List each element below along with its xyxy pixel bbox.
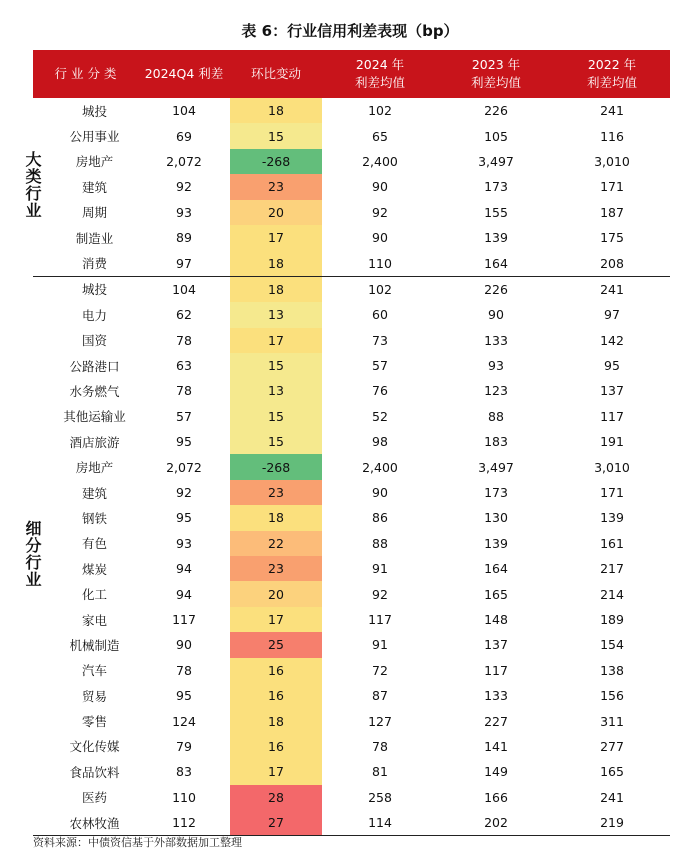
change-cell: 25 bbox=[230, 632, 322, 657]
y2024-cell: 87 bbox=[372, 688, 388, 704]
table-row bbox=[33, 531, 670, 556]
y2023-cell: 164 bbox=[484, 561, 508, 577]
y2022-cell: 156 bbox=[600, 688, 624, 704]
y2022-cell: 139 bbox=[600, 510, 624, 526]
y2022-cell: 241 bbox=[600, 103, 624, 119]
header-2023: 2023 年 利差均值 bbox=[438, 50, 554, 98]
y2022-cell: 241 bbox=[554, 276, 670, 302]
y2023-cell: 183 bbox=[484, 434, 508, 450]
y2022-cell: 189 bbox=[600, 612, 624, 627]
y2022-cell: 165 bbox=[600, 764, 624, 780]
change-cell: 13 bbox=[230, 302, 322, 327]
industry-name: 建筑 bbox=[81, 179, 107, 195]
header-change: 环比变动 bbox=[230, 50, 322, 98]
y2023-cell: 164 bbox=[484, 255, 508, 271]
y2024-cell: 60 bbox=[372, 307, 388, 323]
industry-name: 制造业 bbox=[75, 230, 114, 246]
industry-name: 酒店旅游 bbox=[69, 434, 120, 450]
industry-name: 其他运输业 bbox=[63, 409, 126, 425]
q4-cell: 112 bbox=[138, 810, 230, 836]
q4-cell: 90 bbox=[176, 637, 192, 653]
y2022-cell: 217 bbox=[600, 561, 624, 577]
q4-cell: 124 bbox=[172, 713, 196, 729]
table-row bbox=[33, 556, 670, 581]
y2024-cell: 110 bbox=[368, 255, 392, 271]
industry-name: 医药 bbox=[81, 790, 107, 806]
y2024-cell: 91 bbox=[372, 637, 388, 653]
table-row bbox=[33, 708, 670, 733]
table-row bbox=[33, 250, 670, 276]
y2023-cell: 155 bbox=[484, 204, 508, 220]
y2023-cell: 133 bbox=[484, 332, 508, 348]
table-row bbox=[33, 683, 670, 708]
change-cell: 22 bbox=[230, 531, 322, 556]
y2022-cell: 142 bbox=[600, 332, 624, 348]
y2023-cell: 90 bbox=[488, 307, 504, 323]
table-row bbox=[33, 123, 670, 148]
y2023-cell: 123 bbox=[484, 383, 508, 399]
table-row bbox=[33, 734, 670, 759]
y2022-cell: 191 bbox=[600, 434, 624, 450]
y2024-cell: 52 bbox=[372, 408, 388, 424]
y2024-cell: 78 bbox=[372, 738, 388, 754]
q4-cell: 63 bbox=[176, 358, 192, 374]
y2024-cell: 76 bbox=[372, 383, 388, 399]
industry-name: 贸易 bbox=[81, 688, 107, 704]
y2022-cell: 208 bbox=[600, 255, 624, 271]
y2022-cell: 175 bbox=[600, 230, 624, 246]
y2022-cell: 138 bbox=[600, 662, 624, 678]
table-row bbox=[33, 174, 670, 199]
industry-name: 化工 bbox=[81, 587, 107, 603]
q4-cell: 79 bbox=[176, 738, 192, 754]
industry-name: 煤炭 bbox=[81, 561, 107, 577]
y2022-cell: 171 bbox=[600, 485, 624, 501]
table-row bbox=[33, 785, 670, 810]
change-cell: 20 bbox=[230, 581, 322, 606]
y2022-cell: 241 bbox=[600, 789, 624, 805]
y2024-cell: 98 bbox=[372, 434, 388, 450]
y2022-cell: 117 bbox=[600, 408, 624, 424]
change-cell: 23 bbox=[230, 174, 322, 199]
change-cell: 16 bbox=[230, 734, 322, 759]
header-row bbox=[33, 50, 670, 98]
q4-cell: 89 bbox=[176, 230, 192, 246]
y2024-cell: 102 bbox=[322, 276, 438, 302]
table-row bbox=[33, 302, 670, 327]
q4-cell: 94 bbox=[176, 561, 192, 577]
y2022-cell: 97 bbox=[604, 307, 620, 323]
industry-name: 公用事业 bbox=[69, 129, 120, 145]
q4-cell: 69 bbox=[176, 128, 192, 144]
group-label: 细分行业 bbox=[23, 520, 42, 589]
q4-cell: 110 bbox=[172, 789, 196, 805]
table-row bbox=[33, 98, 670, 123]
y2024-cell: 2,400 bbox=[362, 153, 398, 169]
industry-name: 汽车 bbox=[81, 663, 107, 679]
y2024-cell: 73 bbox=[372, 332, 388, 348]
y2023-cell: 133 bbox=[484, 688, 508, 704]
y2024-cell: 127 bbox=[368, 713, 392, 729]
y2024-cell: 65 bbox=[372, 128, 388, 144]
industry-name: 机械制造 bbox=[69, 637, 120, 653]
table-row bbox=[33, 632, 670, 657]
q4-cell: 97 bbox=[176, 255, 192, 271]
q4-cell: 57 bbox=[176, 408, 192, 424]
q4-cell: 95 bbox=[176, 510, 192, 526]
industry-name: 水务燃气 bbox=[69, 383, 120, 399]
header-2024q4: 2024Q4 利差 bbox=[138, 50, 230, 98]
q4-cell: 2,072 bbox=[166, 459, 202, 475]
y2024-cell: 258 bbox=[368, 789, 392, 805]
table-row bbox=[33, 810, 670, 836]
change-cell: 18 bbox=[230, 505, 322, 530]
table-row bbox=[33, 404, 670, 429]
y2022-cell: 3,010 bbox=[594, 153, 630, 169]
y2024-cell: 92 bbox=[372, 204, 388, 220]
y2023-cell: 3,497 bbox=[478, 459, 514, 475]
table-row bbox=[33, 200, 670, 225]
q4-cell: 93 bbox=[176, 535, 192, 551]
table-row bbox=[33, 505, 670, 530]
change-cell: 28 bbox=[230, 785, 322, 810]
change-cell: 18 bbox=[230, 708, 322, 733]
q4-cell: 92 bbox=[176, 179, 192, 195]
industry-name: 公路港口 bbox=[69, 358, 120, 374]
change-cell: 17 bbox=[230, 759, 322, 784]
y2023-cell: 202 bbox=[438, 810, 554, 836]
q4-cell: 2,072 bbox=[166, 153, 202, 169]
table-row bbox=[33, 480, 670, 505]
industry-name: 国资 bbox=[81, 333, 107, 349]
y2024-cell: 117 bbox=[368, 612, 392, 627]
industry-name: 房地产 bbox=[75, 154, 114, 170]
y2024-cell: 81 bbox=[372, 764, 388, 780]
y2024-cell: 114 bbox=[322, 810, 438, 836]
y2023-cell: 149 bbox=[484, 764, 508, 780]
change-cell: 15 bbox=[230, 123, 322, 148]
change-cell: 13 bbox=[230, 378, 322, 403]
q4-cell: 95 bbox=[176, 688, 192, 704]
header-2022: 2022 年 利差均值 bbox=[554, 50, 670, 98]
change-cell: -268 bbox=[230, 454, 322, 479]
y2024-cell: 72 bbox=[372, 662, 388, 678]
q4-cell: 95 bbox=[176, 434, 192, 450]
table-row bbox=[33, 328, 670, 353]
header-2024: 2024 年 利差均值 bbox=[322, 50, 438, 98]
change-cell: 17 bbox=[230, 607, 322, 632]
change-cell: 18 bbox=[230, 98, 322, 123]
q4-cell: 104 bbox=[172, 103, 196, 119]
y2023-cell: 165 bbox=[484, 586, 508, 602]
table-row bbox=[33, 378, 670, 403]
y2023-cell: 130 bbox=[484, 510, 508, 526]
change-cell: 16 bbox=[230, 658, 322, 683]
q4-cell: 117 bbox=[172, 612, 196, 627]
y2024-cell: 102 bbox=[368, 103, 392, 119]
y2022-cell: 161 bbox=[600, 535, 624, 551]
industry-name: 零售 bbox=[81, 714, 107, 730]
change-cell: 18 bbox=[230, 250, 322, 276]
y2023-cell: 173 bbox=[484, 485, 508, 501]
q4-cell: 78 bbox=[176, 383, 192, 399]
q4-cell: 78 bbox=[176, 332, 192, 348]
table-row bbox=[33, 759, 670, 784]
y2022-cell: 116 bbox=[600, 128, 624, 144]
y2022-cell: 95 bbox=[604, 358, 620, 374]
change-cell: 17 bbox=[230, 225, 322, 250]
industry-name: 电力 bbox=[81, 307, 107, 323]
y2022-cell: 219 bbox=[554, 810, 670, 836]
y2024-cell: 88 bbox=[372, 535, 388, 551]
change-cell: 18 bbox=[230, 276, 322, 302]
table-row bbox=[33, 225, 670, 250]
q4-cell: 62 bbox=[176, 307, 192, 323]
q4-cell: 83 bbox=[176, 764, 192, 780]
y2023-cell: 137 bbox=[484, 637, 508, 653]
change-cell: 23 bbox=[230, 480, 322, 505]
source-note: 资料来源：中债资信基于外部数据加工整理 bbox=[33, 836, 242, 849]
q4-cell: 78 bbox=[176, 662, 192, 678]
table-row bbox=[33, 454, 670, 479]
y2022-cell: 311 bbox=[600, 713, 624, 729]
y2024-cell: 57 bbox=[372, 358, 388, 374]
table-row bbox=[33, 276, 670, 302]
y2023-cell: 139 bbox=[484, 535, 508, 551]
y2023-cell: 166 bbox=[484, 789, 508, 805]
y2022-cell: 187 bbox=[600, 204, 624, 220]
change-cell: 23 bbox=[230, 556, 322, 581]
industry-name: 有色 bbox=[81, 536, 107, 552]
change-cell: 17 bbox=[230, 328, 322, 353]
y2024-cell: 91 bbox=[372, 561, 388, 577]
y2023-cell: 88 bbox=[488, 408, 504, 424]
change-cell: 15 bbox=[230, 353, 322, 378]
table-row bbox=[33, 607, 670, 632]
y2024-cell: 90 bbox=[372, 485, 388, 501]
y2023-cell: 148 bbox=[484, 612, 508, 627]
industry-name: 家电 bbox=[81, 612, 107, 628]
q4-cell: 92 bbox=[176, 485, 192, 501]
y2024-cell: 2,400 bbox=[362, 459, 398, 475]
change-cell: 15 bbox=[230, 404, 322, 429]
header-industry: 行 业 分 类 bbox=[33, 50, 138, 98]
change-cell: 16 bbox=[230, 683, 322, 708]
table-row bbox=[33, 429, 670, 454]
y2023-cell: 139 bbox=[484, 230, 508, 246]
y2023-cell: 105 bbox=[484, 128, 508, 144]
table-row bbox=[33, 658, 670, 683]
q4-cell: 93 bbox=[176, 204, 192, 220]
industry-name: 钢铁 bbox=[81, 510, 107, 526]
credit-spread-table bbox=[23, 50, 670, 836]
y2023-cell: 226 bbox=[438, 276, 554, 302]
y2022-cell: 154 bbox=[600, 637, 624, 653]
y2024-cell: 90 bbox=[372, 179, 388, 195]
y2023-cell: 141 bbox=[484, 738, 508, 754]
industry-name: 建筑 bbox=[81, 485, 107, 501]
y2024-cell: 86 bbox=[372, 510, 388, 526]
change-cell: -268 bbox=[230, 149, 322, 174]
industry-name: 农林牧渔 bbox=[33, 810, 138, 836]
y2023-cell: 117 bbox=[484, 662, 508, 678]
table-row bbox=[33, 353, 670, 378]
q4-cell: 104 bbox=[138, 276, 230, 302]
y2022-cell: 214 bbox=[600, 586, 624, 602]
y2023-cell: 173 bbox=[484, 179, 508, 195]
industry-name: 消费 bbox=[81, 256, 107, 272]
industry-name: 文化传媒 bbox=[69, 739, 120, 755]
y2022-cell: 3,010 bbox=[594, 459, 630, 475]
industry-name: 房地产 bbox=[75, 460, 114, 476]
change-cell: 20 bbox=[230, 200, 322, 225]
change-cell: 27 bbox=[230, 810, 322, 836]
y2022-cell: 171 bbox=[600, 179, 624, 195]
industry-name: 城投 大类行业 bbox=[23, 103, 107, 219]
table-row bbox=[33, 149, 670, 174]
y2022-cell: 137 bbox=[600, 383, 624, 399]
table-row bbox=[33, 581, 670, 606]
y2023-cell: 93 bbox=[488, 358, 504, 374]
y2022-cell: 277 bbox=[600, 738, 624, 754]
table-title: 表 6：行业信用利差表现（bp） bbox=[241, 22, 459, 40]
q4-cell: 94 bbox=[176, 586, 192, 602]
y2024-cell: 90 bbox=[372, 230, 388, 246]
group-label: 大类行业 bbox=[23, 150, 42, 219]
change-cell: 15 bbox=[230, 429, 322, 454]
industry-name: 城投 细分行业 bbox=[33, 276, 138, 302]
y2024-cell: 92 bbox=[372, 586, 388, 602]
y2023-cell: 3,497 bbox=[478, 153, 514, 169]
industry-name: 周期 bbox=[81, 205, 107, 221]
industry-name: 食品饮料 bbox=[69, 764, 120, 780]
y2023-cell: 227 bbox=[484, 713, 508, 729]
y2023-cell: 226 bbox=[484, 103, 508, 119]
